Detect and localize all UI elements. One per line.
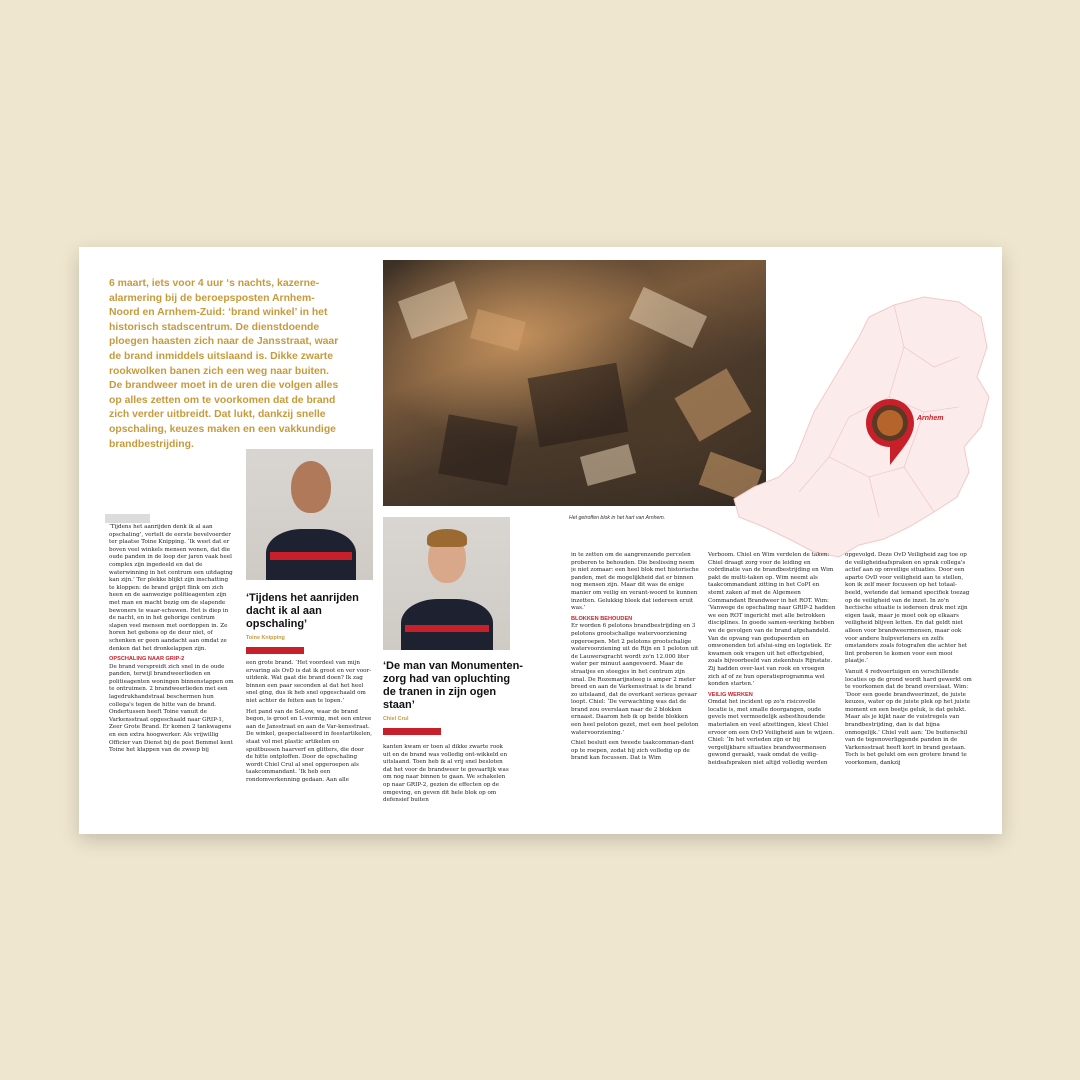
red-accent-bar [246,647,304,654]
photo-caption: Het getroffen blok in het hart van Arnhem. [569,515,666,521]
pull-quote-2: ‘De man van Monumenten-zorg had van opluchting de tranen in zijn ogen staan’ [383,660,523,711]
body-column-4: in te zetten om de aangrenzende percelen proberen te behouden. Die beslissing neem je niet zomaar: een heel blok met historische panden, met de mogelijkheid dat er binnen nog mensen zijn. Maar dit was de enige manier om veilig en verant-woord te kunnen inzetten. Gelukkig bleek dat iedereen eruit was.’ BLOKKEN BEHOUDEN Er worden 6 pelotons brandbestrijding en 3 pelotons grootschalige watervoorziening opgeroepen. Met 2 pelotons grootschalige watervoorziening uit de Rijn en 1 peloton uit de Lauwersgracht wordt zo'n 12.000 liter water per minuut aangevoerd. Maar de straatjes en steegjes in het centrum zijn smal. De Rozemarijnsteeg is amper 2 meter breed en aan de Varkensstraat is de brand zo uitslaand, dat de overkant serieus gevaar loopt. Chiel: ‘De verwachting was dat de brand zou overslaan naar de 2 blokken ernaast. Daarom heb ik op beide blokken een heel peloton gezet, met een heel peloton watervoorziening.’ Chiel besluit een tweede taakcomman-dant op te roepen, zodat hij zich volledig op de brand kan focussen. Dat is Wim [571,552,699,762]
red-accent-bar [383,728,441,735]
body-column-1: ‘Tijdens het aanrijden denk ik al aan opschaling’, vertelt de eerste bevelvoerder ter plaatse Toine Knipping. ‘Ik weet dat er boven veel winkels mensen wonen, dat die oude panden in de loop der jaren vaak heel complex zijn ingedeeld en dat de waterwinning in het centrum een uitdaging kan zijn.’ Ter plekke blijkt zijn inschatting te kloppen: de brand grijpt flink om zich heen en de aanwezige politieagenten zijn met man en macht bezig om de slapende bewoners te waar-schuwen. Het is diep in de nacht, en in het gehorige centrum slapen veel mensen met oordoppen in. Ze horen het gebons op de deur niet, of schenken er geen aandacht aan omdat ze denken dat het dronkelappen zijn. OPSCHALING NAAR GRIP-2 De brand verspreidt zich snel in de oude panden, terwijl brandweerlieden en politieagenten woningen binnenstappen om te ontruimen. 2 brandweerlieden met een lagedrukhandstraal beschermen hun collega's tegen de hitte van de brand. Ondertussen heeft Toine vanuit de Varkensstraat opgeschaald naar GRIP-1, Zeer Grote Brand. Er komen 2 tankwagens en een extra hoogwerker. Als vrijwillig Officier van Dienst bij de post Bemmel kent Toine het klappen van de zweep bij [109,524,234,754]
map-label-arnhem: Arnhem [917,415,944,422]
body-column-3: kanten kwam er toen al dikke zwarte rook uit en de brand was volledig ont-wikkeld en uitslaand. Toen heb ik al vrij snel besloten dat het voor de brandweer te gevaarlijk was om nog naar binnen te gaan. We schakelen op naar GRIP-2, gezien de effecten op de omgeving, en geven dit hele blok op om defensief buiten [383,744,509,804]
body-column-2: een grote brand. ‘Het voordeel van mijn ervaring als OvD is dat ik groot en ver voor-uitdenk. Wat gaat die brand doen? Ik zag binnen een paar seconden al dat het heel snel ging, dus ik heb snel opgeschaald om niet achter de feiten aan te lopen.’ Het pand van de SoLow, waar de brand begon, is groot en L-vormig, met een entree aan de Jansstraat en aan de Var-kensstraat. De winkel, gespecialiseerd in feestartikelen, staat vol met plastic artikelen en spuitbussen haarverf en glitters, die door de hitte ontploffen. Door de opschaling wordt Chiel Crul al snel opgeroepen als taakcommandant. ‘Ik heb een rondomverkenning gedaan. Aan alle [246,660,372,783]
pull-quote-2-name: Chiel Crul [383,716,409,722]
magazine-spread [79,247,1002,834]
hair [427,529,467,547]
intro-paragraph: 6 maart, iets voor 4 uur ‘s nachts, kazerne-alarmering bij de beroepsposten Arnhem-Noord en Arnhem-Zuid: ‘brand winkel’ in het historisch stadscentrum. De dienstdoende ploegen haasten zich naar de Jansstraat, waar de brand inmiddels uitslaand is. Dikke zwarte rookwolken banen zich een weg naar buiten. De brandweer moet in de uren die volgen alles op alles zetten om te voorkomen dat de brand zich verder uitbreidt. Dat lukt, dankzij snelle opschaling, keuzes maken en een vakkundige brandbestrijding. [109,278,339,450]
hero-photo-aerial-fire [383,260,766,506]
grey-highlight [105,514,150,523]
netherlands-map [719,277,1002,567]
pull-quote-1-name: Toine Knipping [246,635,285,641]
portrait-toine-knipping [246,449,373,580]
body-column-5: Verboom. Chiel en Wim verdelen de taken: Chiel draagt zorg voor de leiding en coördinatie van de brandbestrijding en Wim pakt de multi-taken op. Wim neemt als taakcommandant zitting in het CoPI en stemt zaken af met de Algemeen Commandant Brandweer in het ROT. Wim: ‘Vanwege de opschaling naar GRIP-2 hadden we een ROT ingericht met alle betrokken disciplines. In goede samen-werking hebben we de gevolgen van de brand afgehandeld. Van de opvang van gedupeerden en omwonenden tot afslui-sing en logistiek. Er kwamen ook vragen uit het effectgebied, zoals bijvoorbeeld van ziekenhuis Rijnstate. Zij hadden over-last van rook en vroegen zich af of ze hun operatieprogramma wel konden starten.’ VEILIG WERKEN Omdat het incident op zo'n risicovolle locatie is, met smalle doorgangen, oude gevels met vermoedelijk asbesthoudende materialen en veel afzettingen, kiest Chiel ervoor om een OvD Veiligheid aan te wijzen. Chiel: ‘In het verleden zijn er bij vergelijkbare situaties brandweermensen gewond geraakt, vaak omdat de veilig-heidsafspraken niet altijd volledig werden [708,552,836,767]
pull-quote-1: ‘Tijdens het aanrijden dacht ik al aan opschaling’ [246,592,359,630]
portrait-chiel-crul [383,517,510,650]
body-column-6: opgevolgd. Deze OvD Veiligheid zag toe op de veiligheidsafspraken en sprak collega's actief aan op onveilige situaties. Door een aparte OvD voor veiligheid aan te stellen, kon ik zelf meer focussen op het totaal-beeld, wetende dat iemand specifiek toezag op de veiligheid van de inzet. In zo'n hectische situatie is iedereen druk met zijn eigen taak, maar je moet ook op elkaars veiligheid blijven letten. En dat geldt niet alleen voor brandweermensen, maar ook voor andere hulpverleners en zelfs omstanders zoals fotografen die achter het lint proberen te komen voor een mooi plaatje.’ Vanuit 4 redvoertuigen en verschillende locaties op de grond wordt hard gewerkt om te voorkomen dat de brand overslaat. Wim: ‘Door een goede brandweerinzet, de juiste keuzes, water op de juiste plek op het juiste moment en een beetje geluk, is dat gelukt. Maar als je kijkt naar de vuistregels van brandbestrijding, dan is dat bijna onmogelijk.’ Chiel vult aan: ‘De buitenschil van de tegenoverliggende panden in de Varkensstraat heeft kort in brand gestaan. Toch is het gelukt om een grotere brand te voorkomen, dankzij [845,552,972,767]
